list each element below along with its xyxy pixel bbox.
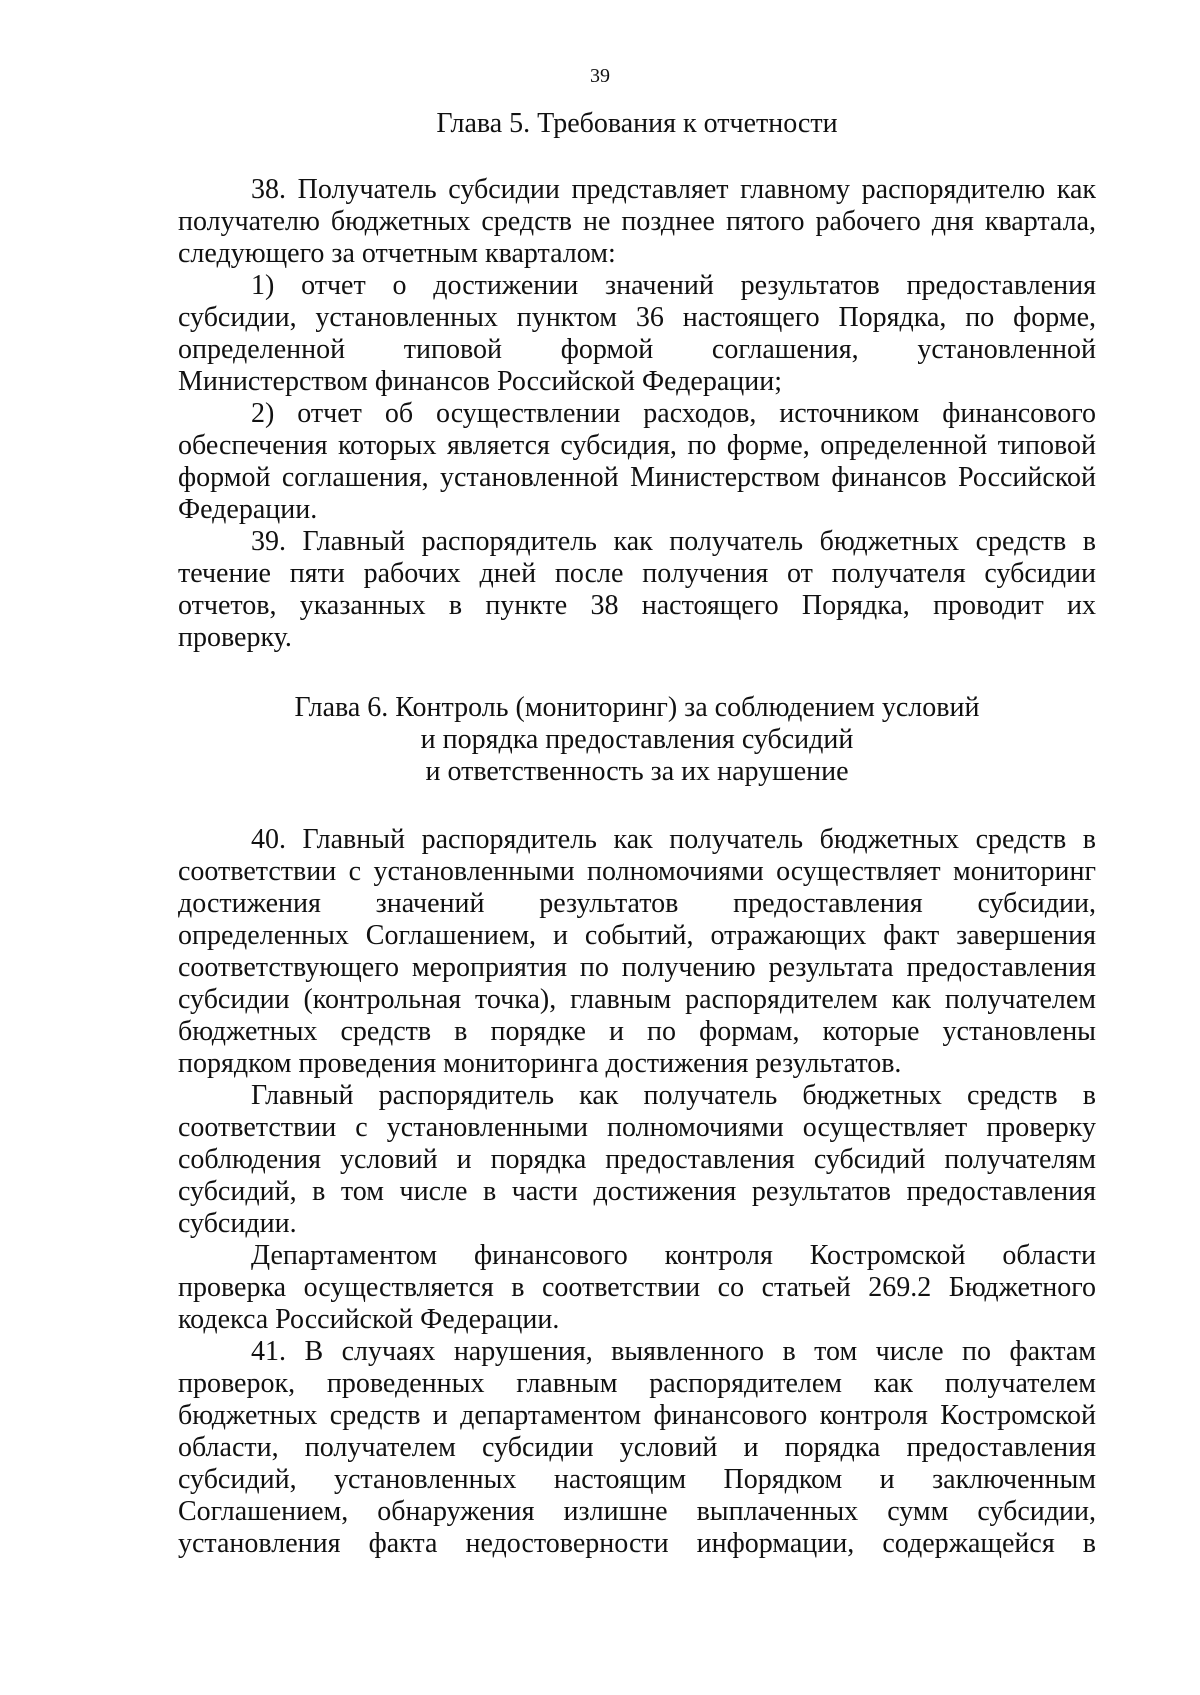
text-line: области, получателем субсидии условий и порядка предоставления (178, 1432, 1096, 1463)
text-line: порядком проведения мониторинга достижения результатов. (178, 1048, 902, 1079)
chapter-6-title (178, 692, 1096, 788)
text-line: 1) отчет о достижении значений результатов предоставления (251, 270, 1096, 301)
text-line: отчетов, указанных в пункте 38 настоящего Порядка, проводит их (178, 590, 1096, 621)
text-line: установления факта недостоверности информации, содержащейся в (178, 1528, 1096, 1559)
paragraph-38-item-1 (178, 270, 1096, 398)
text-line: бюджетных средств в порядке и по формам, которые установлены (178, 1016, 1096, 1047)
text-line: определенной типовой формой соглашения, установленной (178, 334, 1096, 365)
paragraph-39 (178, 526, 1096, 654)
text-line: 41. В случаях нарушения, выявленного в том числе по фактам (251, 1336, 1096, 1367)
text-line: Департаментом финансового контроля Костромской области (251, 1240, 1096, 1271)
text-line: проверок, проведенных главным распорядителем как получателем (178, 1368, 1096, 1399)
paragraph-40-part-3 (178, 1240, 1096, 1336)
text-line: субсидии. (178, 1208, 297, 1239)
text-line: проверка осуществляется в соответствии со статьей 269.2 Бюджетного (178, 1272, 1096, 1303)
text-line: получателю бюджетных средств не позднее пятого рабочего дня квартала, (178, 206, 1096, 237)
text-line: 39. Главный распорядитель как получатель бюджетных средств в (251, 526, 1096, 557)
text-line: субсидий, установленных настоящим Порядком и заключенным (178, 1464, 1096, 1495)
paragraph-40-part-2 (178, 1080, 1096, 1240)
text-line: определенных Соглашением, и событий, отражающих факт завершения (178, 920, 1096, 951)
text-line: бюджетных средств и департаментом финансового контроля Костромской (178, 1400, 1096, 1431)
paragraph-40 (178, 824, 1096, 1080)
paragraph-38-item-2 (178, 398, 1096, 526)
text-line: достижения значений результатов предоставления субсидии, (178, 888, 1096, 919)
text-line: Министерством финансов Российской Федерации; (178, 366, 782, 397)
text-line: Главный распорядитель как получатель бюджетных средств в (251, 1080, 1096, 1111)
text-line: кодекса Российской Федерации. (178, 1304, 560, 1335)
text-line: проверку. (178, 622, 292, 653)
text-line: Федерации. (178, 494, 318, 525)
chapter-title-line: Глава 6. Контроль (мониторинг) за соблюдением условий (294, 692, 980, 723)
chapter-title-line: и порядка предоставления субсидий (420, 724, 854, 755)
paragraph-38 (178, 174, 1096, 270)
text-line: Соглашением, обнаружения излишне выплаченных сумм субсидии, (178, 1496, 1096, 1527)
text-line: соответствии с установленными полномочиями осуществляет мониторинг (178, 856, 1096, 887)
text-line: обеспечения которых является субсидия, по форме, определенной типовой (178, 430, 1096, 461)
text-line: следующего за отчетным кварталом: (178, 238, 616, 269)
chapter-5-title: Глава 5. Требования к отчетности (436, 108, 838, 139)
text-line: 40. Главный распорядитель как получатель бюджетных средств в (251, 824, 1096, 855)
paragraph-41 (178, 1336, 1096, 1560)
text-line: субсидии, установленных пунктом 36 настоящего Порядка, по форме, (178, 302, 1096, 333)
text-line: формой соглашения, установленной Министерством финансов Российской (178, 462, 1096, 493)
text-line: соответствующего мероприятия по получению результата предоставления (178, 952, 1096, 983)
text-line: 38. Получатель субсидии представляет главному распорядителю как (251, 174, 1096, 205)
text-line: 2) отчет об осуществлении расходов, источником финансового (251, 398, 1096, 429)
text-line: течение пяти рабочих дней после получения от получателя субсидии (178, 558, 1096, 589)
chapter-title-line: и ответственность за их нарушение (425, 756, 849, 787)
page-number: 39 (590, 65, 610, 87)
text-line: соблюдения условий и порядка предоставления субсидий получателям (178, 1144, 1096, 1175)
document-body (178, 108, 1096, 1560)
text-line: субсидии (контрольная точка), главным распорядителем как получателем (178, 984, 1096, 1015)
text-line: соответствии с установленными полномочиями осуществляет проверку (178, 1112, 1096, 1143)
text-line: субсидий, в том числе в части достижения результатов предоставления (178, 1176, 1096, 1207)
